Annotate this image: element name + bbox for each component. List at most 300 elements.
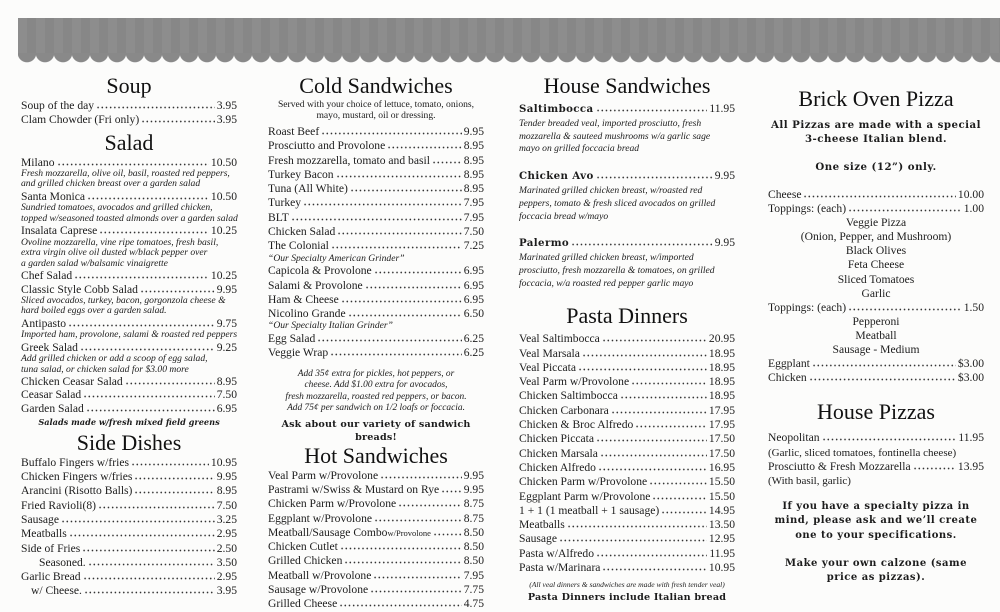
menu-item [21, 99, 237, 113]
item-price: 18.95 [708, 389, 735, 403]
menu-item-row [768, 258, 984, 272]
menu-item [519, 447, 735, 461]
item-price: 7.75 [463, 583, 484, 597]
item-name: Meatball w/Provolone [268, 568, 372, 582]
menu-item-row [268, 526, 484, 540]
menu-item-row [21, 556, 237, 570]
leader-dots [88, 558, 215, 566]
item-name: 1 + 1 (1 meatball + 1 sausage) [519, 503, 660, 517]
item-price: 10.50 [210, 155, 237, 169]
item-description: Marinated grilled chicken breast, w/imported [519, 252, 694, 264]
menu-item-row [21, 584, 237, 598]
item-price: 3.95 [216, 113, 237, 127]
leader-dots [913, 462, 956, 470]
menu-item-row [519, 532, 735, 546]
section-brick-oven-pizza [768, 86, 984, 385]
item-description: prosciutto, fresh mozzarella & tomatoes, on grilled [519, 265, 715, 277]
item-description: peppers, tomato & fresh sliced avocados on grilled [519, 197, 716, 209]
item-name: Chicken Cutlet [268, 540, 338, 554]
leader-dots [69, 529, 215, 537]
menu-item-row [268, 264, 484, 278]
menu-item-row [768, 371, 984, 385]
item-name: Chicken Avo [519, 170, 594, 183]
item-name: Side of Fries [21, 541, 81, 555]
section-house-pizzas [768, 399, 984, 585]
intro-paragraph [768, 160, 984, 174]
menu-column-2 [268, 73, 484, 612]
item-name: Veal Marsala [519, 346, 580, 360]
section-subtitle [268, 99, 484, 121]
leader-dots [596, 171, 713, 179]
item-description: mozzarella & sauteed mushrooms w/a garlic sage [519, 130, 711, 142]
leader-dots [134, 486, 214, 494]
item-name: Capicola & Provolone [268, 264, 372, 278]
item-description: Marinated grilled chicken breast, w/roasted red [519, 185, 703, 197]
section-title: Cold Sandwiches [299, 73, 453, 98]
leader-dots [596, 434, 707, 442]
menu-item [268, 168, 484, 182]
section-side-dishes [21, 430, 237, 599]
item-price: 8.95 [463, 182, 484, 196]
menu-item-row [268, 583, 484, 597]
menu-item-row [21, 269, 237, 282]
leader-dots [291, 213, 462, 221]
menu-item-row [519, 475, 735, 489]
item-name: Chicken Parm w/Provolone [519, 475, 648, 489]
menu-item-row [268, 225, 484, 239]
menu-item-row [268, 346, 484, 360]
item-description: extra virgin olive oil dusted w/black pepper over [21, 247, 208, 259]
menu-item-row [519, 236, 735, 250]
menu-item [519, 361, 735, 375]
menu-item-row [268, 332, 484, 346]
item-name: Prosciutto & Fresh Mozzarella [768, 459, 911, 473]
menu-item [519, 432, 735, 446]
leader-dots [330, 348, 462, 356]
leader-dots [433, 528, 462, 536]
item-price: 2.50 [216, 541, 237, 555]
item-name: Veal Saltimbocca [519, 332, 600, 346]
menu-item [519, 561, 735, 575]
subtitle-line: Served with your choice of lettuce, tomato, onions, [277, 99, 475, 110]
intro-line: 3-cheese Italian blend. [804, 133, 948, 145]
menu-item [519, 547, 735, 561]
leader-dots [571, 238, 713, 246]
menu-item [21, 513, 237, 527]
menu-item-row [268, 239, 484, 253]
item-name: Chicken Carbonara [519, 403, 609, 417]
item-price: 7.95 [463, 210, 484, 224]
item-name: Soup of the day [21, 99, 95, 112]
menu-item [21, 375, 237, 388]
item-name: Sausage [21, 512, 59, 526]
item-price: 8.95 [463, 167, 484, 181]
menu-item-row [519, 547, 735, 561]
item-name: Palermo [519, 237, 570, 250]
item-price: 3.95 [216, 99, 237, 112]
leader-dots [348, 309, 462, 317]
item-name: Chicken Parm w/Provolone [268, 497, 397, 511]
menu-item-row [21, 402, 237, 415]
item-price: 10.25 [210, 269, 237, 283]
item-name: Feta Cheese [847, 258, 905, 272]
item-price: 10.25 [210, 224, 237, 238]
leader-dots [84, 586, 215, 594]
item-price: 9.75 [216, 316, 237, 330]
menu-item-row [21, 470, 237, 484]
item-name: Sausage - Medium [832, 343, 920, 357]
item-price: 17.95 [708, 403, 735, 417]
section-note: If you have a specialty pizza in mind, please ask and we’ll create one to your specifications. [774, 500, 978, 541]
item-price: 7.50 [216, 498, 237, 512]
item-price: 11.95 [958, 431, 984, 445]
menu-item [268, 332, 484, 346]
section-notes [768, 500, 984, 585]
item-price: 20.95 [708, 332, 735, 346]
item-name: Veggie Wrap [268, 346, 329, 360]
leader-dots [559, 534, 707, 542]
leader-dots [337, 227, 461, 235]
leader-dots [370, 585, 462, 593]
intro-line: All Pizzas are made with a special [770, 119, 982, 131]
item-name: Pastrami w/Swiss & Mustard on Rye [268, 482, 440, 496]
menu-item-row [519, 518, 735, 532]
menu-item-row [768, 244, 984, 258]
menu-item-row [768, 357, 984, 371]
item-description: foccacia, w/a roasted red pepper garlic mayo [519, 277, 694, 289]
menu-item-row [268, 125, 484, 139]
menu-item-row [268, 597, 484, 611]
menu-item [519, 518, 735, 532]
menu-item [268, 125, 484, 139]
section-title: House Sandwiches [543, 73, 711, 98]
item-name: Eggplant [768, 357, 810, 371]
item-price: 6.25 [463, 346, 484, 360]
menu-item [519, 169, 735, 223]
menu-item-row [21, 484, 237, 498]
section-intro [768, 118, 984, 174]
leader-dots [350, 184, 462, 192]
section-note: cheese. Add $1.00 extra for avocados, [304, 380, 448, 391]
menu-item-row [519, 447, 735, 461]
menu-item [519, 102, 735, 156]
leader-dots [822, 433, 957, 441]
menu-item-row [768, 315, 984, 329]
item-description: Fresh mozzarella, olive oil, basil, roasted red peppers, [21, 167, 230, 179]
leader-dots [98, 501, 215, 509]
item-price: 14.95 [708, 503, 735, 517]
menu-item-row [21, 283, 237, 296]
item-name: Milano [21, 155, 55, 169]
menu-item [268, 512, 484, 526]
section-note: (All veal dinners & sandwiches are made with fresh tender veal) [529, 580, 725, 590]
leader-dots [331, 241, 462, 249]
menu-item-row [519, 102, 735, 116]
item-price: $3.00 [957, 371, 984, 385]
item-name: Toppings: (each) [768, 202, 847, 216]
section-title: Pasta Dinners [566, 303, 688, 329]
item-name: Sliced Tomatoes [837, 272, 915, 286]
item-description: Ovoline mozzarella, vine ripe tomatoes, fresh basil, [21, 236, 219, 248]
menu-item-row [768, 431, 984, 445]
leader-dots [125, 377, 215, 385]
leader-dots [99, 226, 209, 234]
leader-dots [598, 463, 707, 471]
menu-item [268, 583, 484, 597]
awning-scallops [18, 53, 1000, 63]
menu-item-row [21, 375, 237, 388]
item-price: 6.95 [463, 264, 484, 278]
item-price: 7.50 [463, 225, 484, 239]
leader-dots [848, 303, 962, 311]
section-note: Add 35¢ extra for pickles, hot peppers, or [297, 368, 455, 379]
item-name: Turkey [268, 196, 302, 210]
item-description: a garden salad w/balsamic vinaigrette [21, 257, 168, 269]
item-name: Chicken Alfredo [519, 460, 596, 474]
item-name: Roast Beef [268, 125, 320, 138]
menu-item-row [21, 542, 237, 556]
item-price: 16.95 [708, 460, 735, 474]
item-price: 4.75 [463, 597, 484, 611]
section-title: Side Dishes [76, 429, 182, 455]
menu-item [768, 371, 984, 385]
menu-item [21, 584, 237, 598]
menu-item [268, 540, 484, 554]
leader-dots [848, 204, 962, 212]
item-name: Classic Style Cobb Salad [21, 282, 138, 296]
item-description: Tender breaded veal, imported prosciutto, fresh [519, 118, 702, 130]
menu-item [21, 113, 237, 127]
item-price: 15.50 [708, 475, 735, 489]
menu-item [268, 597, 484, 611]
menu-item-row [268, 554, 484, 568]
item-price: 13.95 [957, 459, 984, 473]
section-hot-sandwiches [268, 443, 484, 612]
item-name: Arancini (Risotto Balls) [21, 484, 133, 498]
leader-dots [578, 363, 707, 371]
item-price: 8.75 [463, 497, 484, 511]
menu-item-row [268, 512, 484, 526]
item-name: Ceasar Salad [21, 388, 82, 402]
item-name: w/ Cheese. [31, 584, 82, 598]
item-name: Ham & Cheese [268, 292, 339, 306]
leader-dots [596, 549, 707, 557]
item-price: 7.50 [216, 388, 237, 402]
menu-item [21, 527, 237, 541]
menu-item [519, 347, 735, 361]
section-notes [268, 369, 484, 444]
leader-dots [141, 115, 215, 123]
menu-item [519, 475, 735, 489]
menu-item-row [268, 139, 484, 153]
leader-dots [602, 563, 706, 571]
item-price: 7.25 [463, 239, 484, 253]
menu-item [21, 190, 237, 224]
menu-item-row [21, 499, 237, 513]
leader-dots [620, 391, 707, 399]
section-note: Salads made w/fresh mixed field greens [38, 416, 220, 427]
menu-item-row [768, 273, 984, 287]
item-name: Fried Ravioli(8) [21, 498, 97, 512]
leader-dots [340, 542, 462, 550]
menu-item-row [21, 341, 237, 354]
item-price: 9.95 [463, 468, 484, 482]
menu-item [21, 224, 237, 269]
item-description: Sliced avocados, turkey, bacon, gorgonzola cheese & [21, 294, 226, 306]
item-price: 8.95 [463, 153, 484, 167]
item-price: 9.95 [463, 482, 484, 496]
menu-item-row [768, 216, 984, 230]
menu-item [768, 343, 984, 357]
section-note: Make your own calzone (same price as pizzas). [785, 557, 967, 584]
item-price: $3.00 [957, 357, 984, 371]
menu-item [768, 431, 984, 459]
section-title: Salad [104, 129, 154, 155]
leader-dots [635, 420, 707, 428]
menu-item [768, 202, 984, 216]
item-name: Egg Salad [268, 332, 316, 346]
item-description: Imported ham, provolone, salami & roasted red peppers [21, 329, 238, 341]
menu-item [519, 461, 735, 475]
menu-item [768, 287, 984, 301]
item-name: Garlic [861, 286, 891, 300]
menu-item-row [768, 460, 984, 474]
menu-item [519, 504, 735, 518]
menu-item [768, 357, 984, 371]
item-description: “Our Specialty Italian Grinder” [268, 320, 393, 332]
leader-dots [303, 198, 462, 206]
leader-dots [339, 599, 461, 607]
item-name: Veggie Pizza [845, 216, 907, 230]
item-name: Grilled Chicken [268, 554, 343, 568]
menu-item-row [21, 156, 237, 169]
item-price: 10.00 [957, 188, 984, 201]
menu-item-row [21, 113, 237, 127]
menu-item-row [21, 570, 237, 584]
item-name: Nicolino Grande [268, 307, 346, 321]
section-house-sandwiches [519, 73, 735, 290]
item-name: Veal Parm w/Provolone [519, 375, 630, 389]
menu-item-row [268, 211, 484, 225]
item-price: 2.95 [216, 527, 237, 541]
leader-dots [341, 295, 462, 303]
leader-dots [321, 127, 462, 135]
menu-item-row [519, 461, 735, 475]
menu-item [268, 154, 484, 168]
leader-dots [649, 477, 707, 485]
item-price: 6.50 [463, 307, 484, 321]
item-name: Cheese [768, 188, 802, 201]
item-name: Chef Salad [21, 269, 73, 283]
section-notes [21, 415, 237, 429]
leader-dots [602, 334, 707, 342]
item-price: 7.95 [463, 568, 484, 582]
menu-item [768, 258, 984, 272]
item-price: 17.95 [708, 418, 735, 432]
section-title: House Pizzas [817, 399, 935, 425]
item-price: 2.95 [216, 570, 237, 584]
menu-item [519, 236, 735, 290]
item-description: (With basil, garlic) [768, 474, 851, 487]
item-description: tuna salad, or chicken salad for $3.00 more [21, 363, 189, 375]
item-price: 9.95 [463, 125, 484, 138]
menu-item [268, 469, 484, 483]
menu-item [268, 225, 484, 239]
item-price: 8.95 [463, 139, 484, 153]
menu-item [768, 216, 984, 230]
menu-item-row [268, 182, 484, 196]
leader-dots [140, 285, 215, 293]
menu-column-1 [21, 73, 237, 599]
menu-item-row [21, 224, 237, 237]
item-name: Garden Salad [21, 401, 84, 415]
leader-dots [441, 485, 462, 493]
menu-item-row [519, 361, 735, 375]
item-name: Clam Chowder (Fri only) [21, 113, 140, 127]
menu-item-row [768, 343, 984, 357]
item-price: 17.50 [708, 432, 735, 446]
item-price: 8.75 [463, 511, 484, 525]
item-name: Chicken Ceasar Salad [21, 375, 123, 389]
menu-item [268, 196, 484, 210]
intro-line: One size (12”) only. [815, 161, 937, 173]
item-description: and grilled chicken breast over a garden salad [21, 178, 201, 190]
item-price: 17.50 [708, 446, 735, 460]
item-name: Meatballs [519, 518, 565, 532]
item-name: Santa Monica [21, 189, 86, 203]
section-soup [21, 73, 237, 128]
menu-item-row [519, 389, 735, 403]
item-price: 11.95 [709, 102, 735, 115]
item-description: foccacia bread w/mayo [519, 210, 609, 222]
section-note: Add 75¢ per sandwich on 1/2 loafs or foccacia. [287, 403, 465, 414]
item-name: Chicken Piccata [519, 432, 595, 446]
leader-dots [96, 101, 215, 109]
item-name: Toppings: (each) [768, 300, 847, 314]
leader-dots [80, 343, 215, 351]
item-name: Meatballs [21, 527, 67, 541]
section-note: Pasta Dinners include Italian bread [527, 592, 727, 604]
section-pasta-dinners [519, 303, 735, 604]
menu-item [268, 211, 484, 225]
menu-item-row [268, 483, 484, 497]
item-price: 8.50 [463, 525, 484, 539]
menu-item [519, 332, 735, 346]
leader-dots [68, 319, 215, 327]
item-name: Chicken Salad [268, 225, 336, 239]
menu-item [21, 484, 237, 498]
menu-item [268, 307, 484, 332]
section-cold-sandwiches [268, 73, 484, 444]
item-name: Chicken & Broc Alfredo [519, 418, 634, 432]
menu-item [268, 526, 484, 540]
item-name: Meatball [855, 328, 897, 342]
item-price: 18.95 [708, 375, 735, 389]
menu-item [768, 188, 984, 202]
item-name: Saltimbocca [519, 103, 594, 115]
item-name: Greek Salad [21, 340, 78, 354]
menu-item-row [268, 307, 484, 321]
item-name: Seasoned. [39, 555, 86, 569]
item-name: Fresh mozzarella, tomato and basil [268, 153, 430, 167]
item-name: Pasta w/Marinara [519, 560, 601, 574]
menu-item-row [268, 469, 484, 483]
item-price: 1.50 [963, 300, 984, 314]
item-name: Eggplant w/Provolone [268, 511, 373, 525]
item-name: Pepperoni [852, 314, 900, 328]
leader-dots [582, 349, 707, 357]
menu-item-row [268, 279, 484, 293]
